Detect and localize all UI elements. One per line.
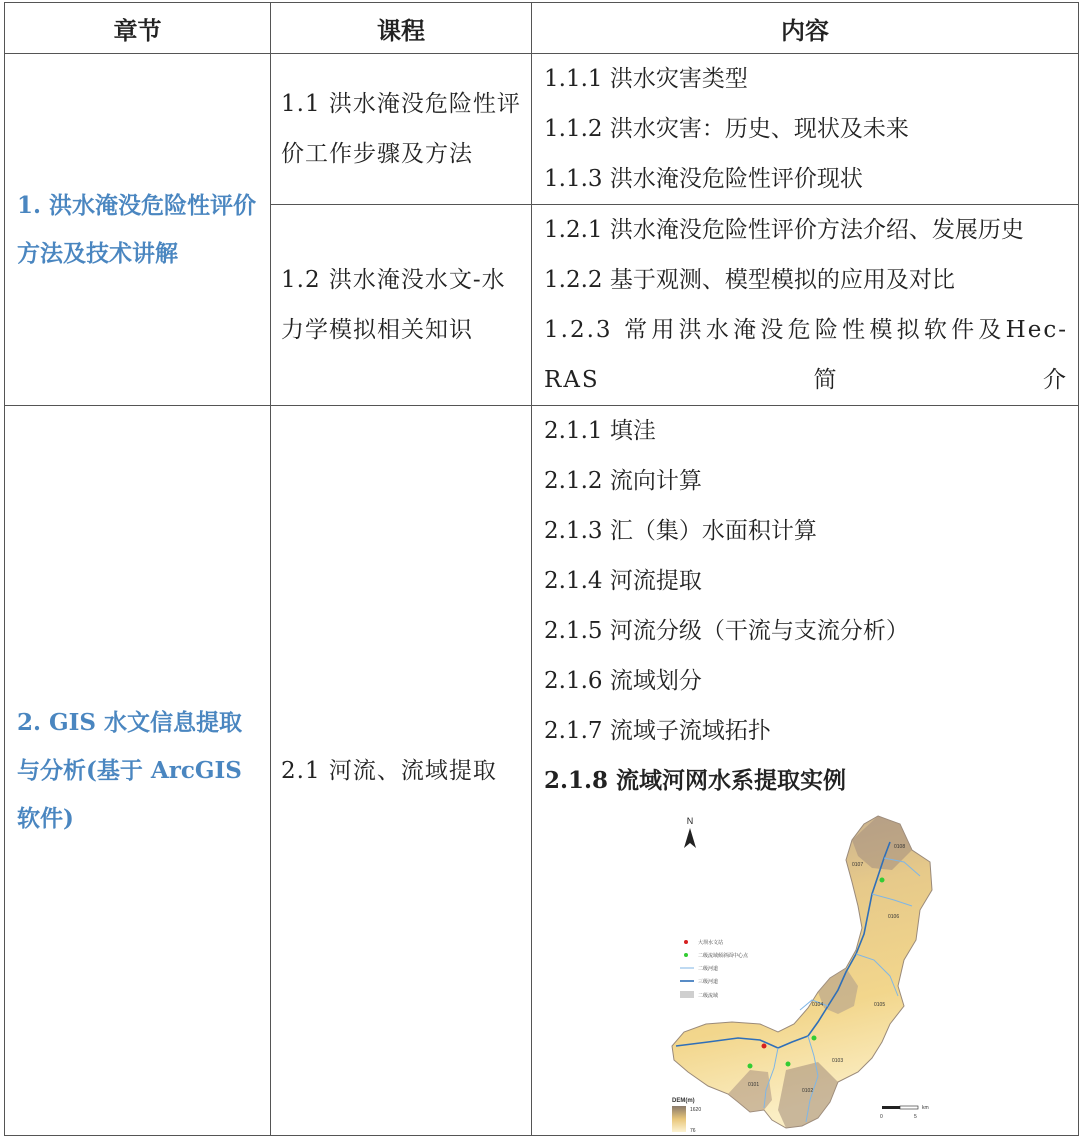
course-cell <box>271 54 532 205</box>
subbasin-center-point <box>748 1064 753 1069</box>
legend-label: 大坝水文站 <box>698 940 724 946</box>
content-item: 1.1.1 洪水灾害类型 <box>544 66 748 92</box>
dem-low-label: 76 <box>690 1128 696 1134</box>
watershed-map-svg <box>668 810 938 1135</box>
course-cell <box>271 406 532 1136</box>
subbasin-label: 0104 <box>812 1002 824 1008</box>
subbasin-center-point <box>786 1062 791 1067</box>
content-cell <box>532 205 1079 406</box>
course-cell <box>271 205 532 406</box>
header-content: 内容 <box>532 3 1079 54</box>
scale-label: 5 <box>914 1114 917 1120</box>
subbasin-label: 0107 <box>852 862 864 868</box>
table-row <box>5 406 1079 1136</box>
chapter-cell <box>5 406 271 1136</box>
watershed-map <box>668 810 938 1135</box>
legend-label: 二级河道 <box>698 966 719 972</box>
content-item: 2.1.8 流域河网水系提取实例 <box>544 767 847 794</box>
legend-label: 二级流域 <box>698 993 719 999</box>
content-item: 1.2.3 常用洪水淹没危险性模拟软件及Hec-RAS 简介 <box>544 317 1068 393</box>
content-item: 1.1.3 洪水淹没危险性评价现状 <box>544 166 863 192</box>
content-item: 2.1.2 流向计算 <box>544 468 702 494</box>
dem-high-label: 1620 <box>690 1107 702 1113</box>
course-title: 1.1 洪水淹没危险性评价工作步骤及方法 <box>281 91 521 167</box>
hydro-station-point <box>762 1044 767 1049</box>
table-row <box>5 54 1079 205</box>
scale-bar <box>880 1105 929 1120</box>
dem-title: DEM(m) <box>672 1098 695 1104</box>
subbasin-label: 0105 <box>874 1002 886 1008</box>
scale-label: 0 <box>880 1114 883 1120</box>
content-cell <box>532 406 1079 1136</box>
subbasin-label: 0102 <box>802 1088 814 1094</box>
north-arrow-icon <box>684 828 696 848</box>
legend-label: 二级流域倾斜面中心点 <box>698 953 749 959</box>
header-chapter: 章节 <box>5 3 271 54</box>
content-item: 2.1.7 流域子流域拓扑 <box>544 718 771 744</box>
map-legend <box>680 939 749 999</box>
chapter-title: 1. 洪水淹没危险性评价方法及技术讲解 <box>17 191 257 267</box>
chapter-cell <box>5 54 271 406</box>
dem-color-bar <box>672 1106 686 1132</box>
subbasin-label: 0108 <box>894 844 906 850</box>
subbasin-center-point <box>880 878 885 883</box>
subbasin-label: 0103 <box>832 1058 844 1064</box>
content-item: 2.1.4 河流提取 <box>544 568 702 594</box>
course-title: 1.2 洪水淹没水文-水力学模拟相关知识 <box>281 267 506 343</box>
course-table <box>4 2 1079 1136</box>
legend-label: 三级河道 <box>698 979 719 985</box>
content-item: 2.1.5 河流分级（干流与支流分析） <box>544 618 909 644</box>
content-item: 2.1.1 填洼 <box>544 418 656 444</box>
subbasin-center-point <box>812 1036 817 1041</box>
content-item: 2.1.3 汇（集）水面积计算 <box>544 518 817 544</box>
content-item: 2.1.6 流域划分 <box>544 668 702 694</box>
content-item: 1.2.2 基于观测、模型模拟的应用及对比 <box>544 267 955 293</box>
content-item: 1.1.2 洪水灾害：历史、现状及未来 <box>544 116 909 142</box>
content-cell <box>532 54 1079 205</box>
scale-unit: km <box>922 1105 929 1111</box>
header-course: 课程 <box>271 3 532 54</box>
chapter-title: 2. GIS 水文信息提取与分析(基于 ArcGIS 软件) <box>17 708 243 832</box>
header-row <box>5 3 1079 54</box>
north-label: N <box>686 816 694 826</box>
subbasin-label: 0106 <box>888 914 900 920</box>
subbasin-label: 0101 <box>748 1082 760 1088</box>
content-item: 1.2.1 洪水淹没危险性评价方法介绍、发展历史 <box>544 217 1024 243</box>
course-title: 2.1 河流、流域提取 <box>281 757 497 784</box>
